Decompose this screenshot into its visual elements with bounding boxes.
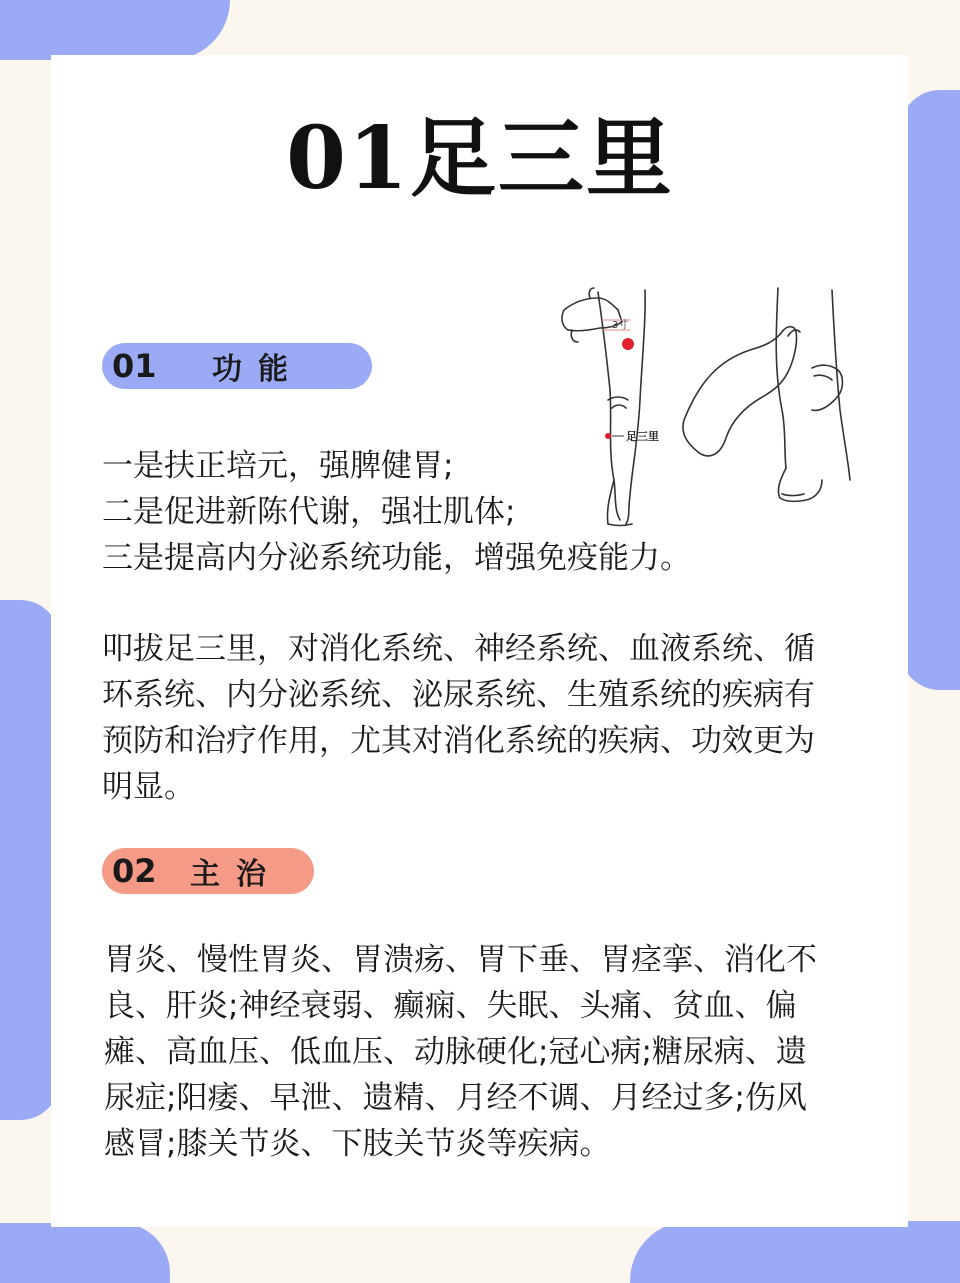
function-description bbox=[102, 626, 815, 810]
function-item: 一是扶正培元，强脾健胃; bbox=[102, 448, 454, 484]
section-label: 功能 bbox=[212, 352, 304, 387]
section-label: 主治 bbox=[190, 857, 282, 892]
label-zusanli: 足三里 bbox=[626, 430, 659, 443]
section-number: 01 bbox=[112, 347, 157, 385]
paragraph-line: 尿症;阳痿、早泄、遗精、月经不调、月经过多;伤风 bbox=[104, 1080, 807, 1116]
function-item: 二是促进新陈代谢，强壮肌体; bbox=[102, 494, 516, 530]
section-number: 02 bbox=[112, 852, 157, 890]
acupoint-marker-leg bbox=[605, 433, 611, 439]
bg-shape-bottom-right bbox=[630, 1221, 960, 1283]
paragraph-line: 叩拔足三里，对消化系统、神经系统、血液系统、循 bbox=[102, 631, 815, 667]
bg-shape-bottom-left bbox=[0, 1223, 170, 1283]
paragraph-line: 感冒;膝关节炎、下肢关节炎等疾病。 bbox=[104, 1126, 611, 1162]
function-item: 三是提高内分泌系统功能，增强免疫能力。 bbox=[102, 540, 691, 576]
treatment-description bbox=[104, 937, 817, 1167]
paragraph-line: 胃炎、慢性胃炎、胃溃疡、胃下垂、胃痉挛、消化不 bbox=[104, 942, 817, 978]
section-heading-treatment bbox=[102, 848, 314, 894]
function-list bbox=[102, 443, 691, 581]
paragraph-line: 环系统、内分泌系统、泌尿系统、生殖系统的疾病有 bbox=[102, 677, 815, 713]
section-heading-function bbox=[102, 343, 372, 389]
bg-shape-top-left bbox=[0, 0, 230, 60]
paragraph-line: 明显。 bbox=[102, 769, 195, 805]
label-3cun: 3寸 bbox=[612, 320, 629, 331]
acupoint-marker-top bbox=[622, 338, 634, 350]
paragraph-line: 良、肝炎;神经衰弱、癫痫、失眠、头痛、贫血、偏 bbox=[104, 988, 797, 1024]
paragraph-line: 瘫、高血压、低血压、动脉硬化;冠心病;糖尿病、遗 bbox=[104, 1034, 807, 1070]
paragraph-line: 预防和治疗作用，尤其对消化系统的疾病、功效更为 bbox=[102, 723, 815, 759]
page-title: 01足三里 bbox=[286, 108, 674, 209]
